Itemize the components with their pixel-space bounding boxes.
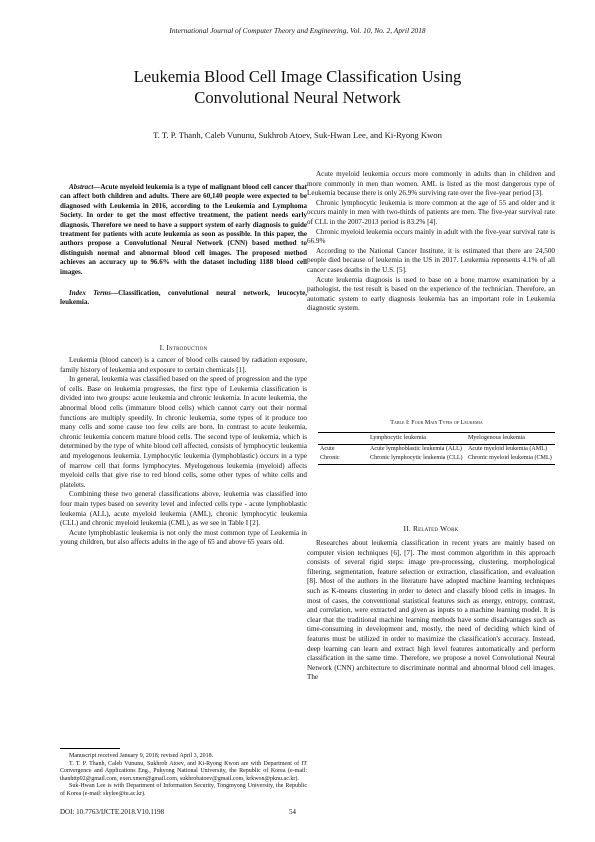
paragraph: Researches about leukemia classification in recent years are mainly based on computer vision techniques [6], [7]. The most common algorithm in this approach consists of several rigid steps: image pre-processing, clustering, morphological filtering, segmentation, feature selection or extraction, classification, and evaluation [8]. Most of the authors in the literature have adopted machine learning techniques such as K-means clustering in order to detect and classify blood cells in images. In most of cases, the conventional statistical features such as energy, entropy, contrast, and correlation, were extracted and given as inputs to a machine learning model. It is clear that the traditional machine learning methods have some disadvantages such as time-consuming in development and, mostly, the need of deciding which kind of features must be utilized in order to maximize the classification's accuracy. Instead, deep learning can learn and extract high level features automatically and perform classification in the same time. Therefore, we propose a novel Convolutional Neural Network (CNN) architecture to discriminate normal and abnormal blood cell images. The [307, 539, 555, 682]
table-cell: Chronic lymphocytic leukemia (CLL) [368, 454, 466, 464]
table-header-row [318, 433, 555, 445]
right-column-body [307, 170, 555, 314]
index-terms [60, 289, 307, 308]
table-header-cell: Myelogenous leukemia [466, 433, 555, 445]
abstract-lead: Abstract [69, 183, 94, 191]
table-cell: Chronic [318, 454, 368, 464]
paragraph: Leukemia (blood cancer) is a cancer of blood cells caused by radiation exposure, family history of leukemia and exposure to certain chemicals [1]. [60, 356, 307, 374]
footnote: Manuscript received January 9, 2018; revised April 3, 2018. [69, 753, 214, 759]
table-cell: Chronic myeloid leukemia (CML) [466, 454, 555, 464]
paragraph: Acute lymphoblastic leukemia is not only the most common type of Leukemia in young children, but also affects adults in the age of 65 and above 65 years old. [60, 528, 307, 547]
index-terms-lead: Index Terms [69, 289, 112, 297]
section-title: Related Work [412, 524, 459, 533]
abstract [60, 183, 307, 277]
right-column-body-2 [307, 539, 555, 683]
section-title: Introduction [166, 343, 208, 352]
paragraph: Chronic lymphocytic leukemia is more common at the age of 55 and older and it occurs mainly in men with two-thirds of patients are men. The five-year survival rate of CLL in the 2007-2013 period is 83.2% [4]. [307, 198, 555, 226]
table-cell: Acute [320, 446, 335, 453]
section-number: II. [403, 524, 411, 533]
footnotes [60, 753, 307, 799]
abstract-text: —Acute myeloid leukemia is a type of malignant blood cell cancer that can affect both children and adults. There are 60,140 people were expected to be diagnosed with Leukemia in 2016, according to the Leukemia and Lymphoma Society. In order to get the most effective treatment, the patient needs early diagnosis. Therefore we need to have a support system of early diagnosis to guide treatment for patients with acute leukemia as soon as possible. In this paper, the authors propose a Convolutional Neural Network (CNN) based method to distinguish normal and abnormal blood cell images. The proposed method achieves an accuracy up to 96.6% with the dataset including 1188 blood cell images. [60, 183, 307, 276]
paragraph: According to the National Cancer Institute, it is estimated that there are 24,500 people died because of leukemia in the US in 2017. Leukemia represents 4.1% of all cancer cases deaths in the U.S. [5]. [307, 246, 555, 274]
paragraph: In general, leukemia was classified based on the speed of progression and the type of cells. Base on leukemia progresses, the first type of Leukemia classification is divided into two groups: acute leukemia and chronic leukemia. In acute leukemia, the abnormal blood cells (immature blood cells) which cannot carry out their normal functions are multiply speedily. In chronic leukemia, some types of it produce too many cells and some cause too few cells are born. In contrast to acute leukemia, chronic leukemia concern mature blood cells. The second type of leukemia, which is determined by the type of white blood cell affected, consists of lymphocytic leukemia and myelogenous leukemia. Lymphocytic leukemia (lymphoblastic) occurs in a type of marrow cell that forms lymphocytes. Myelogenous leukemia (myeloid) affects myeloid cells that give rise to red blood cells, some other types of white cells and platelets. [60, 375, 307, 489]
table-row [318, 445, 555, 455]
paragraph: Chronic myeloid leukemia occurs mainly in adult with the five-year survival rate is 66.9% [307, 227, 555, 246]
table-cell: Acute myeloid leukemia (AML) [467, 446, 547, 453]
footnote: Suk-Hwan Lee is with Department of Information Security, Tongmyong University, the Republic of Korea (e-mail: skylee@tu.ac.kr). [60, 783, 307, 797]
paragraph: Acute leukemia diagnosis is used to base on a bone marrow examination by a pathologist, the test result is based on the experience of the technician. Therefore, an automatic system to early diagnosis leukemia has an important role in Leukemia diagnostic system. [307, 275, 555, 313]
footnote-divider [60, 748, 120, 749]
left-column-body [60, 356, 307, 548]
table-caption: Table I: Four Main Types of Leukemia [390, 419, 483, 426]
paragraph: Combining these two general classifications above, leukemia was classified into four main types based on severity level and infected cells type - acute lymphoblastic leukemia (ALL), acute myeloid leukemia (AML), chronic lymphocytic leukemia (CLL) and chronic myeloid leukemia (CML), as we see in Table I [2]. [60, 490, 307, 528]
page-number: 54 [289, 808, 296, 816]
title-line-1: Leukemia Blood Cell Image Classification Using [133, 67, 462, 86]
author-list: T. T. P. Thanh, Caleb Vununu, Sukhrob Atoev, Suk-Hwan Lee, and Ki-Ryong Kwon [153, 130, 442, 140]
table-cell: Acute lymphoblastic leukemia (ALL) [370, 446, 462, 453]
footnote: T. T. P. Thanh, Caleb Vununu, Sukhrob Atoev, and Ki-Ryong Kwon are with Department of IT Convergence and Applications Eng., Pukyong National University, the Republic of Korea (e-mail: thanhttp02@gmail.com, exen.xmen@gmail.com, sukhrobatoev@gmail.com, krkwon@pknu.ac.kr). [60, 760, 307, 782]
table-row [318, 454, 555, 464]
leukemia-types-table [318, 432, 555, 465]
section-number: I. [159, 343, 165, 352]
table-header-cell [318, 433, 368, 445]
section-heading-introduction [60, 343, 307, 352]
section-heading-related-work [307, 524, 555, 533]
index-terms-text: —Classification, convolutional neural network, leucocyte, leukemia. [60, 289, 307, 307]
paper-title [60, 66, 535, 108]
doi: DOI: 10.7763/IJCTE.2018.V10.1198 [60, 808, 165, 816]
paragraph: Acute myeloid leukemia occurs more commonly in adults than in children and more commonly in men than women. AML is listed as the most dangerous type of Leukemia because there is only 26.9% surviving rate over the five-year period [3]. [307, 170, 555, 198]
journal-header: International Journal of Computer Theory and Engineering, Vol. 10, No. 2, April 2018 [169, 26, 426, 35]
table-header-cell: Lymphocytic leukemia [368, 433, 466, 445]
title-line-2: Convolutional Neural Network [194, 88, 401, 107]
